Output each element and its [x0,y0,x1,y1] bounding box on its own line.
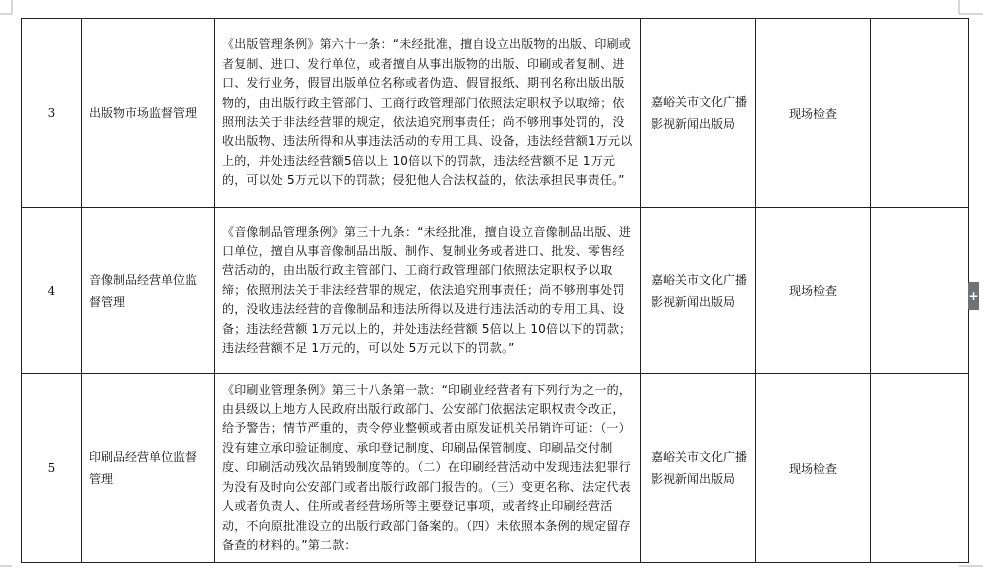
remarks-cell [871,19,969,208]
row-number: 3 [22,19,82,208]
item-name: 印刷品经营单位监督管理 [82,374,215,563]
table-row [22,19,969,208]
inspection-method: 现场检查 [756,374,871,563]
responsible-department: 嘉峪关市文化广播影视新闻出版局 [641,208,756,374]
legal-basis: 《出版管理条例》第六十一条：“未经批准，擅自设立出版物的出版、印刷或者复制、进口、发行单位，或者擅自从事出版物的出版、印刷或者复制、进口、发行业务，假冒出版单位名称或者伪造、假冒报纸、期刊名称出版出版物的，由出版行政主管部门、工商行政管理部门依照法定职权予以取缔；依照刑法关于非法经营罪的规定，依法追究刑事责任；尚不够刑事处罚的，没收出版物、违法所得和从事违法活动的专用工具、设备，违法经营额1万元以上的，并处违法经营额5倍以上 10倍以下的罚款，违法经营额不足 1万元的，可以处 5万元以下的罚款；侵犯他人合法权益的，依法承担民事责任。” [215,19,641,208]
expand-plus-icon[interactable]: + [968,282,979,310]
responsible-department: 嘉峪关市文化广播影视新闻出版局 [641,374,756,563]
item-name: 音像制品经营单位监督管理 [82,208,215,374]
row-number: 4 [22,208,82,374]
item-name: 出版物市场监督管理 [82,19,215,208]
legal-basis: 《印刷业管理条例》第三十八条第一款：“印刷业经营者有下列行为之一的，由县级以上地方人民政府出版行政部门、公安部门依据法定职权责令改正，给予警告；情节严重的，责令停业整顿或者由原发证机关吊销许可证：（一）没有建立承印验证制度、承印登记制度、印刷品保管制度、印刷品交付制度、印刷活动残次品销毁制度等的。（二）在印刷经营活动中发现违法犯罪行为没有及时向公安部门或者出版行政部门报告的。（三）变更名称、法定代表人或者负责人、住所或者经营场所等主要登记事项，或者终止印刷经营活动，不向原批准设立的出版行政部门备案的。（四）未依照本条例的规定留存备查的材料的。”第二款： [215,374,641,563]
table-row [22,208,969,374]
responsible-department: 嘉峪关市文化广播影视新闻出版局 [641,19,756,208]
remarks-cell [871,208,969,374]
row-number: 5 [22,374,82,563]
table-row [22,374,969,563]
remarks-cell [871,374,969,563]
inspection-method: 现场检查 [756,19,871,208]
legal-basis: 《音像制品管理条例》第三十九条：“未经批准，擅自设立音像制品出版、进口单位，擅自从事音像制品出版、制作、复制业务或者进口、批发、零售经营活动的，由出版行政主管部门、工商行政管理部门依照法定职权予以取缔；依照刑法关于非法经营罪的规定，依法追究刑事责任；尚不够刑事处罚的，没收违法经营的音像制品和违法所得以及进行违法活动的专用工具、设备；违法经营额 1万元以上的，并处违法经营额 5倍以上 10倍以下的罚款；违法经营额不足 1万元的，可以处 5万元以下的罚款。” [215,208,641,374]
inspection-method: 现场检查 [756,208,871,374]
supervision-table [21,18,969,563]
